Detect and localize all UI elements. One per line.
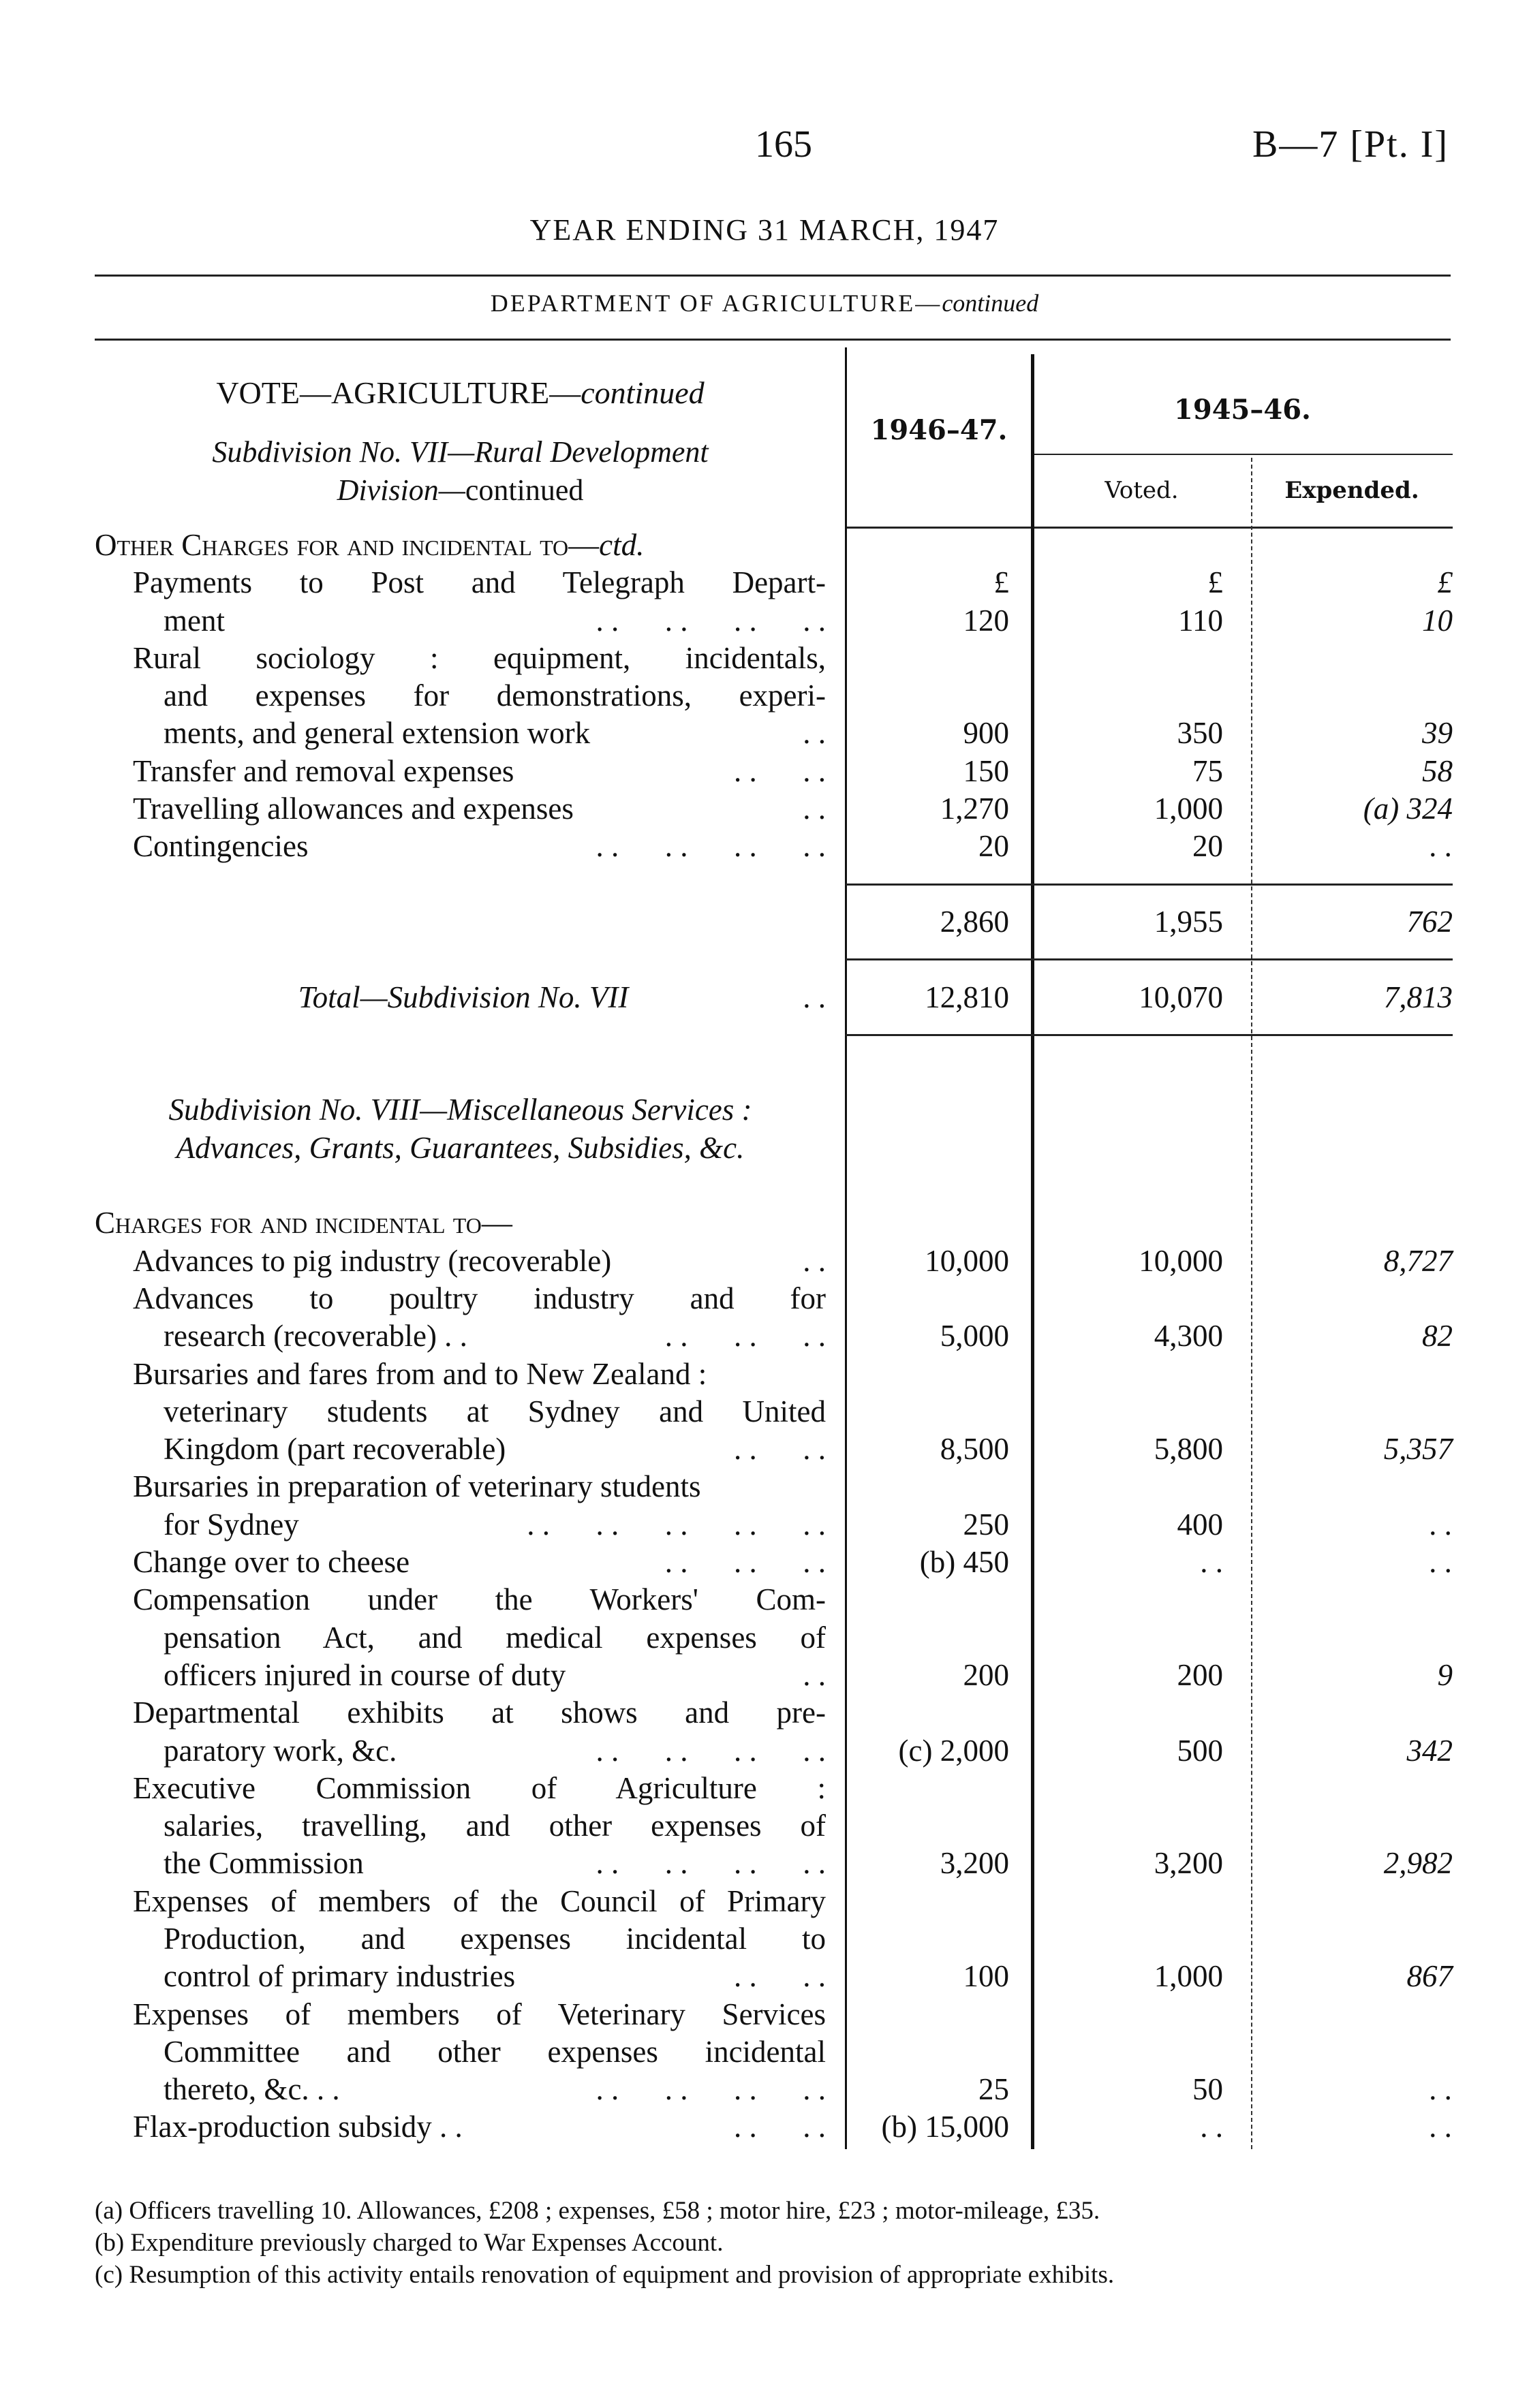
row-label-text: Flax-production subsidy . .: [133, 2110, 463, 2144]
amount-1945-46-expended: . .: [1430, 829, 1453, 864]
divider: [95, 339, 1451, 341]
row-label-text: Subdivision No. VIII—Miscellaneous Services :: [168, 1093, 752, 1127]
row-label-text: thereto, &c. . .: [164, 2072, 340, 2107]
row-label-text: for Sydney: [164, 1507, 299, 1542]
dot-leader: . . . .: [734, 1432, 826, 1467]
amount-1946-47: 3,200: [940, 1846, 1009, 1881]
amount-1945-46-expended: 8,727: [1383, 1243, 1453, 1278]
row-label: [164, 1657, 566, 1694]
department-name: DEPARTMENT OF AGRICULTURE—: [490, 290, 942, 317]
dot-leader: . . . . . . . .: [596, 1846, 826, 1881]
table-row: [0, 1016, 1529, 1054]
row-label-text: Advances to pig industry (recoverable): [133, 1243, 612, 1278]
dot-leader: . . . .: [734, 1959, 826, 1994]
table-row: [0, 677, 1529, 715]
row-label-text: Change over to cheese: [133, 1545, 410, 1580]
row-label: [164, 1619, 826, 1657]
amount-1945-46-voted: 75: [1192, 753, 1223, 788]
dot-leader: . . . . . .: [664, 1319, 826, 1354]
row-label: [133, 790, 574, 828]
document-reference: B—7 [Pt. I]: [1252, 123, 1449, 166]
row-label-text: Transfer and removal expenses: [133, 753, 514, 788]
dot-leader: . . . . . . . .: [596, 829, 826, 864]
table-row: [0, 1091, 1529, 1129]
amount-1945-46-expended: . .: [1430, 2110, 1453, 2144]
dot-leader: . . . . . . . .: [596, 2072, 826, 2107]
row-label-text: Advances, Grants, Guarantees, Subsidies, &c.: [176, 1130, 745, 1165]
dot-leader: . . . .: [734, 753, 826, 788]
table-row: [0, 527, 1529, 564]
amount-1945-46-voted: 1,955: [1154, 904, 1223, 939]
row-label: [95, 1129, 826, 1167]
amount-1945-46-expended: 39: [1422, 716, 1453, 751]
amount-1945-46-expended: . .: [1430, 1545, 1453, 1580]
amount-1946-47: (c) 2,000: [898, 1733, 1009, 1768]
amount-1946-47: 900: [963, 716, 1009, 751]
amount-1945-46-voted: 10,000: [1139, 1243, 1223, 1278]
dot-leader: . .: [803, 980, 826, 1014]
table-row: [0, 1280, 1529, 1317]
table-row: [0, 1619, 1529, 1657]
row-label: [133, 1694, 826, 1732]
amount-1946-47: 100: [963, 1959, 1009, 1994]
amount-1945-46-voted: £: [1207, 565, 1223, 600]
total-rule: [846, 884, 1453, 886]
amount-1945-46-expended: 2,982: [1383, 1846, 1453, 1881]
row-label: [95, 1091, 826, 1129]
amount-1946-47: 8,500: [940, 1432, 1009, 1467]
row-label-text: Charges for and incidental to—: [95, 1206, 512, 1240]
amount-1946-47: (b) 450: [919, 1545, 1009, 1580]
department-heading: [0, 289, 1529, 317]
row-label-text: Other Charges for and incidental to—: [95, 528, 600, 562]
row-label-text: control of primary industries: [164, 1959, 516, 1994]
row-label: [133, 2108, 463, 2146]
row-label-text: Rural sociology : equipment, incidentals,: [133, 640, 826, 675]
table-row: [0, 2108, 1529, 2146]
subdivision-title: [95, 433, 826, 510]
amount-1945-46-voted: 110: [1178, 603, 1223, 638]
row-label: [164, 1393, 826, 1430]
footnote-b: (b) Expenditure previously charged to War Expenses Account.: [95, 2229, 724, 2257]
table-row: [0, 564, 1529, 601]
table-row: [0, 1544, 1529, 1581]
row-label: [164, 1920, 826, 1958]
row-label: [164, 1807, 826, 1845]
row-label: [164, 1845, 364, 1882]
total-rule: [846, 958, 1453, 960]
amount-1945-46-expended: 342: [1406, 1733, 1453, 1768]
amount-1945-46-voted: 350: [1177, 716, 1223, 751]
table-row: [0, 1845, 1529, 1882]
table-row: [0, 790, 1529, 828]
divider: [95, 275, 1451, 277]
table-row: [0, 1317, 1529, 1355]
row-label-text: salaries, travelling, and other expenses of: [164, 1809, 826, 1843]
row-label-text: pensation Act, and medical expenses of: [164, 1620, 826, 1655]
amount-1945-46-expended: 10: [1422, 603, 1453, 638]
amount-1945-46-expended: 58: [1422, 753, 1453, 788]
amount-1946-47: (b) 15,000: [881, 2110, 1009, 2144]
amount-1946-47: 2,860: [940, 904, 1009, 939]
divider: [1032, 454, 1453, 455]
amount-1945-46-expended: 82: [1422, 1319, 1453, 1354]
footnote-a: (a) Officers travelling 10. Allowances, £208 ; expenses, £58 ; motor hire, £23 ; motor-mileage, £35.: [95, 2197, 1100, 2225]
row-label: [95, 527, 644, 564]
table-row: [0, 1167, 1529, 1204]
row-label-text: Payments to Post and Telegraph Depart-: [133, 565, 826, 600]
amount-1945-46-expended: 762: [1406, 904, 1453, 939]
amount-1945-46-voted: 10,070: [1139, 980, 1223, 1014]
row-label-text: Advances to poultry industry and for: [133, 1281, 826, 1315]
table-row: [0, 979, 1529, 1016]
row-label: [133, 1581, 826, 1619]
amount-1945-46-expended: 867: [1406, 1959, 1453, 1994]
row-label-text: paratory work, &c.: [164, 1733, 397, 1768]
row-label-text: Contingencies: [133, 829, 309, 864]
footnote-c: (c) Resumption of this activity entails renovation of equipment and provision of appropriate exhibits.: [95, 2261, 1115, 2289]
table-row: [0, 1054, 1529, 1091]
amount-1946-47: 120: [963, 603, 1009, 638]
table-row: [0, 1506, 1529, 1544]
amount-1945-46-voted: 200: [1177, 1657, 1223, 1692]
row-label-text: Committee and other expenses incidental: [164, 2034, 826, 2069]
amount-1946-47: 5,000: [940, 1319, 1009, 1354]
row-label: [133, 1770, 826, 1807]
row-label-text: Bursaries and fares from and to New Zealand :: [133, 1356, 707, 1391]
dot-leader: . .: [803, 1657, 826, 1692]
table-row: [0, 602, 1529, 640]
row-label-text: Travelling allowances and expenses: [133, 792, 574, 826]
table-row: [0, 866, 1529, 903]
table-row: [0, 2071, 1529, 2108]
table-row: [0, 1694, 1529, 1732]
amount-1945-46-expended: 7,813: [1383, 980, 1453, 1014]
table-row: [0, 1770, 1529, 1807]
column-header-expended: Expended.: [1284, 477, 1419, 504]
row-label: [164, 715, 590, 752]
row-label: [133, 1468, 701, 1505]
table-row: [0, 941, 1529, 978]
amount-1945-46-voted: 50: [1192, 2072, 1223, 2107]
table-row: [0, 1204, 1529, 1242]
row-label-text: Bursaries in preparation of veterinary students: [133, 1469, 701, 1504]
row-label-text: officers injured in course of duty: [164, 1657, 566, 1692]
dot-leader: . . . . . . . . . .: [527, 1507, 826, 1542]
table-row: [0, 1883, 1529, 1920]
page-title: YEAR ENDING 31 MARCH, 1947: [529, 213, 1000, 247]
table-row: [0, 1242, 1529, 1280]
vote-title-text: VOTE—AGRICULTURE—: [216, 375, 581, 410]
row-label-text: and expenses for demonstrations, experi-: [164, 678, 826, 713]
amount-1945-46-expended: 9: [1437, 1657, 1453, 1692]
table-row: [0, 715, 1529, 752]
row-label: [133, 1996, 826, 2033]
row-label-text: the Commission: [164, 1846, 364, 1881]
row-label: [164, 677, 826, 715]
dot-leader: . . . . . . . .: [596, 603, 826, 638]
total-rule: [846, 1034, 1453, 1036]
amount-1945-46-voted: 500: [1177, 1733, 1223, 1768]
amount-1945-46-expended: . .: [1430, 2072, 1453, 2107]
row-label: [133, 1280, 826, 1317]
table-row: [0, 1129, 1529, 1167]
table-row: [0, 1356, 1529, 1393]
dot-leader: . .: [803, 792, 826, 826]
amount-1945-46-voted: 4,300: [1154, 1319, 1223, 1354]
dot-leader: . .: [803, 1243, 826, 1278]
row-label: [95, 1204, 512, 1242]
row-label-suffix: ctd.: [599, 528, 645, 562]
row-label: [164, 1732, 397, 1770]
row-label-text: research (recoverable) . .: [164, 1319, 467, 1354]
row-label: [133, 828, 308, 865]
row-label-text: Executive Commission of Agriculture :: [133, 1770, 826, 1805]
amount-1945-46-voted: 3,200: [1154, 1846, 1223, 1881]
row-label-text: Compensation under the Workers' Com-: [133, 1582, 826, 1617]
vote-title: [95, 375, 826, 411]
amount-1946-47: 250: [963, 1507, 1009, 1542]
table-row: [0, 1468, 1529, 1505]
amount-1945-46-voted: . .: [1200, 1545, 1223, 1580]
row-label-text: Production, and expenses incidental to: [164, 1921, 826, 1956]
amount-1946-47: 12,810: [925, 980, 1009, 1014]
row-label-text: Expenses of members of the Council of Primary: [133, 1883, 826, 1918]
row-label: [164, 1958, 515, 1995]
row-label-text: Departmental exhibits at shows and pre-: [133, 1695, 826, 1730]
table-row: [0, 1807, 1529, 1845]
table-row: [0, 1996, 1529, 2033]
table-row: [0, 1430, 1529, 1468]
amount-1945-46-voted: 20: [1192, 829, 1223, 864]
amount-1946-47: 1,270: [940, 792, 1009, 826]
row-label: [133, 1356, 707, 1393]
row-label-text: Expenses of members of Veterinary Services: [133, 1997, 826, 2031]
dot-leader: . . . .: [734, 2110, 826, 2144]
dot-leader: . . . . . .: [664, 1545, 826, 1580]
row-label-text: veterinary students at Sydney and United: [164, 1394, 826, 1428]
amount-1946-47: 25: [978, 2072, 1009, 2107]
amount-1946-47: 10,000: [925, 1243, 1009, 1278]
amount-1946-47: 150: [963, 753, 1009, 788]
amount-1945-46-voted: 5,800: [1154, 1432, 1223, 1467]
row-label: [133, 564, 826, 601]
row-label: [133, 1544, 410, 1581]
row-label: [164, 602, 225, 640]
row-label: [133, 640, 826, 677]
amount-1946-47: 20: [978, 829, 1009, 864]
row-label-text: Total—Subdivision No. VII: [298, 980, 629, 1014]
table-row: [0, 1581, 1529, 1619]
row-label: [133, 1883, 826, 1920]
table-row: [0, 1393, 1529, 1430]
amount-1945-46-expended: . .: [1430, 1507, 1453, 1542]
column-header-1946-47: 1946–47.: [870, 414, 1008, 446]
subdivision-line-2-suffix: continued: [465, 473, 584, 507]
column-header-voted: Voted.: [1105, 477, 1179, 504]
amount-1946-47: £: [993, 565, 1009, 600]
row-label: [164, 2071, 340, 2108]
row-label-text: ments, and general extension work: [164, 716, 591, 751]
amount-1945-46-voted: 1,000: [1154, 792, 1223, 826]
amount-1946-47: 200: [963, 1657, 1009, 1692]
table-row: [0, 903, 1529, 941]
amount-1945-46-voted: 1,000: [1154, 1959, 1223, 1994]
table-row: [0, 828, 1529, 865]
row-label: [204, 979, 722, 1016]
table-row: [0, 1657, 1529, 1694]
row-label: [164, 1317, 467, 1355]
row-label: [164, 1506, 299, 1544]
table-row: [0, 640, 1529, 677]
row-label-text: Kingdom (part recoverable): [164, 1432, 506, 1467]
page-number: 165: [755, 123, 812, 166]
row-label: [133, 1242, 611, 1280]
row-label-text: ment: [164, 603, 225, 638]
table-row: [0, 1920, 1529, 1958]
amount-1945-46-expended: £: [1437, 565, 1453, 600]
table-row: [0, 1958, 1529, 1995]
dot-leader: . . . . . . . .: [596, 1733, 826, 1768]
department-suffix: continued: [942, 290, 1039, 317]
subdivision-line-1: Subdivision No. VII—Rural Development: [212, 435, 709, 469]
row-label: [164, 1430, 506, 1468]
row-label: [133, 753, 514, 790]
dot-leader: . .: [803, 716, 826, 751]
estimates-table: [0, 527, 1529, 2146]
row-label: [164, 2033, 826, 2071]
amount-1945-46-expended: 5,357: [1383, 1432, 1453, 1467]
amount-1945-46-expended: (a) 324: [1363, 792, 1453, 826]
subdivision-line-2: Division—: [337, 473, 465, 507]
table-row: [0, 1732, 1529, 1770]
table-row: [0, 753, 1529, 790]
vote-title-suffix: continued: [581, 375, 705, 410]
amount-1945-46-voted: 400: [1177, 1507, 1223, 1542]
amount-1945-46-voted: . .: [1200, 2110, 1223, 2144]
table-row: [0, 2033, 1529, 2071]
column-header-1945-46: 1945–46.: [1174, 394, 1311, 426]
